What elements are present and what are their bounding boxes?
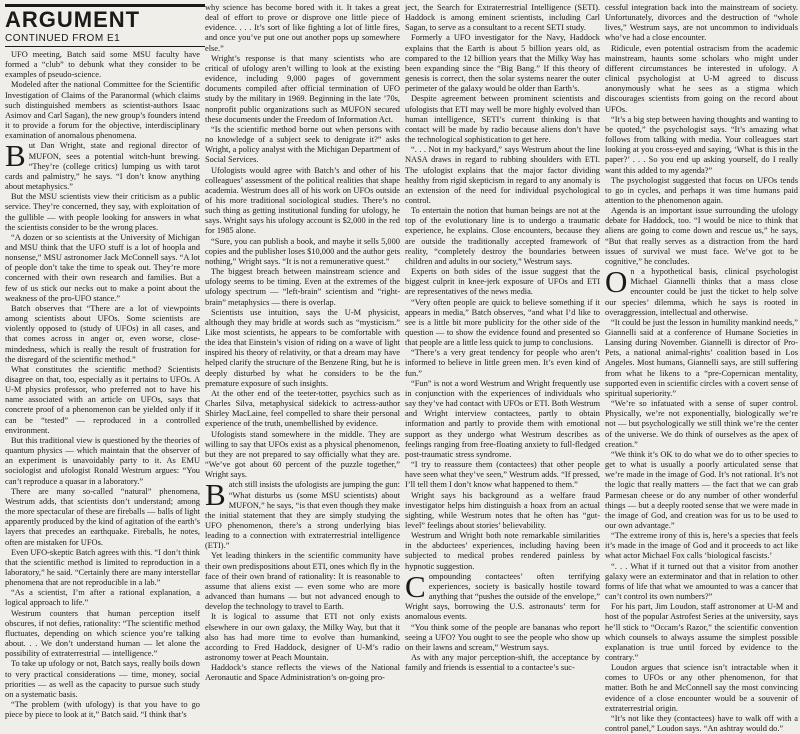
article-paragraph	[205, 612, 400, 663]
article-paragraph	[205, 663, 400, 683]
paragraph-text: It is logical to assume that ETI not only exists elsewhere in our own galaxy, the Milky Way, but that it also has had more time to evolve than humankind, according to Fred Haddock, designer of U-M’s radio astronomy tower at Peach Mountain.	[205, 612, 400, 662]
article-paragraph	[5, 609, 200, 660]
paragraph-text: Despite agreement between prominent scientists and ufologists that ETI may well be more highly evolved than human intelligence, SETI’s current thinking is that contact will be made by radio because aliens don’t have the technological sophistication to get here.	[405, 94, 600, 145]
article-column-3	[405, 3, 600, 698]
paragraph-text: The biggest breach between mainstream science and ufology seems to be timing. Even at the extremes of the ufology spectrum — “left-brain” scientism and “right-brain” metaphysics — there is overlap.	[205, 267, 400, 307]
article-paragraph	[605, 318, 798, 399]
paragraph-text: Wright’s response is that many scientists who are critical of ufology aren’t willing to look at the existing evidence, including 9,000 pages of government documents compiled after official termination of UFO study by the military in 1969. Beginning in the late ’70s, nonprofit public organizations such as MUFON secured these documents under the Freedom of Information Act.	[205, 53, 400, 124]
article-paragraph	[405, 460, 600, 490]
article-paragraph	[605, 115, 798, 176]
article-paragraph	[405, 348, 600, 378]
article-paragraph	[405, 531, 600, 572]
paragraph-text: Scientists use intuition, says the U-M physicist, although they may bridle at words such as “mysticism.” Like most scientists, he appears to be comfortable with the idea that Einstein’s vision of riding on a wave of light inspired his theory of relativity, or that a dream may have helped clarify the structure of the Benzene Ring, but he is deeply disturbed by what he considers to be the premature exposure of such insights.	[205, 307, 400, 388]
article-paragraph	[205, 125, 400, 166]
article-paragraph	[5, 548, 200, 589]
paragraph-text: UFO meeting, Batch said some MSU faculty have formed a “club” to debunk what they consider to be examples of pseudo-science.	[5, 50, 200, 80]
article-paragraph	[605, 44, 798, 115]
article-paragraph	[5, 588, 200, 608]
article-paragraph	[405, 145, 600, 206]
drop-cap-initial: B	[205, 477, 226, 513]
paragraph-text: “It’s not like they (contactees) have to walk off with a control panel,” Loudon says. “An ashtray would do.”	[605, 713, 798, 734]
paragraph-text: Experts on both sides of the issue suggest that the biggest culprit in knee-jerk exposure of UFOs and ETI are representatives of the news media.	[405, 267, 600, 297]
paragraph-text: ompounding contactees’ often terrifying experiences, society is basically hostile toward anything that “pushes the outside of the envelope,” Wright says, borrowing the U.S. astronauts’ term for anomalous events.	[405, 571, 600, 622]
article-paragraph	[405, 491, 600, 532]
article-column-1	[5, 50, 200, 720]
article-paragraph	[605, 206, 798, 267]
article-paragraph	[205, 54, 400, 125]
paragraph-text: Haddock’s stance reflects the views of the National Aeronautic and Space Administration’s on-going pro-	[205, 663, 400, 683]
article-paragraph	[605, 602, 798, 663]
paragraph-text: Yet leading thinkers in the scientific community have their own predispositions about ETI, ones which fly in the face of their own brand of rationality: It is reasonable to assume that aliens exist — even some who are more advanced than humans — but not advanced enough to develop the technology to travel to Earth.	[205, 551, 400, 612]
article-column-2	[205, 3, 400, 698]
article-paragraph	[205, 308, 400, 389]
article-paragraph	[405, 206, 600, 267]
article-paragraph	[605, 531, 798, 561]
article-paragraph	[5, 233, 200, 304]
drop-cap-initial: B	[5, 138, 26, 174]
header-bottom-rule	[5, 46, 205, 47]
paragraph-text: As with any major perception-shift, the acceptance by family and friends is essential to a contactee’s suc-	[405, 653, 600, 673]
paragraph-text: Ridicule, even potential ostracism from the academic mainstream, haunts some scholars who might under different circumstances be interested in ufology. A clinical psychologist at U-M agreed to discuss anonymously what he sees as a stigma which discourages scientists from going on the record about UFOs.	[605, 43, 798, 114]
paragraph-text: “It’s a big step between having thoughts and wanting to be quoted,” the psychologist says. “It’s amazing what follows from talking with media. Your colleagues start looking at you cross-eyed and saying, ‘What is this in the paper?’ . . . So you end up asking yourself, do I really want this added to my agenda?”	[605, 114, 798, 175]
article-paragraph	[205, 430, 400, 481]
paragraph-text: To entertain the notion that human beings are not at the top of the evolutionary line is to undergo a traumatic experience, he explains. Close encounters, because they are outside the traditionally accepted framework of reality, “completely destroy the boundaries between children and adults in our society,” Westrum says.	[405, 206, 600, 266]
paragraph-text: “I try to reassure them (contactees) that other people have seen what they’ve seen,” Westrum adds. “If pressed, I’ll tell them I don’t know what happened to them.”	[405, 460, 600, 490]
paragraph-text: Formerly a UFO investigator for the Navy, Haddock explains that the Earth is about 5 billion years old, as compared to the 12 billion years that the Milky Way has been expanding since the “Big Bang.” If this theory of genesis is correct, then the solar systems nearer the outer perimeter of the galaxy would be older than Earth’s.	[405, 33, 600, 94]
paragraph-text: Loudon argues that science isn’t intractable when it comes to UFOs or any other phenomenon, for that matter. Both he and McConnell say the most convincing evidence of a close encounter would be a souvenir of extraterrestrial origin.	[605, 663, 798, 713]
article-paragraph	[605, 264, 798, 318]
paragraph-text: “We’re so infatuated with a sense of super control. Physically, we’re not exponentially, biologically we’re not — but psychologically we still think we’re the center of the universe. We do think of ourselves as the apex of creation.”	[605, 399, 798, 449]
paragraph-text: Agenda is an important issue surrounding the ufology debate for Haddock, too. “I would be nice to think that aliens are going to come down and rescue us,” he says, “But that really serves as a distraction from the hard issues of survival we must face. We’ve got to be cognitive,” he concludes.	[605, 206, 798, 266]
article-column-4	[605, 3, 798, 734]
paragraph-text: What constitutes the scientific method? Scientists disagree on that, too, especially as it pertains to UFOs. A U-M physics professor, who preferred not to have his name associated with an article on UFOs, says that concrete proof of a phenomenon can be yielded only if it can be “tested” — reproduced in a controlled environment.	[5, 364, 200, 435]
article-paragraph	[605, 450, 798, 531]
paragraph-text: Ufologists stand somewhere in the middle. They are willing to say that UFOs exist as a physical phenomenon, but they are not prepared to say officially what they are. “We’ve got about 60 percent of the puzzle together,” Wright says.	[205, 429, 400, 480]
paragraph-text: At the other end of the teeter-totter, psychics such as Charles Silva, metaphysical sidekick to actress-author Shirley MacLaine, feel compelled to share their personal experience of the truth, unembellished by evidence.	[205, 388, 400, 429]
paragraph-text: “. . . What if it turned out that a visitor from another galaxy were an exterminator and that in relation to other forms of life that what we amounted to was a cancer that can’t control its own numbers?”	[605, 561, 798, 602]
article-paragraph	[405, 3, 600, 33]
paragraph-text: There are many so-called “natural” phenomena, Westrum adds, that scientists don’t understand; among the more spectacular of these are fireballs — balls of light apparently produced by the kind of agitation of the earth’s layers that precedes an earthquake. Fireballs, he notes, often are mistaken for UFOs.	[5, 486, 200, 547]
paragraph-text: ut Dan Wright, state and regional director of MUFON, sees a potential witch-hunt brewing. “They’re (college critics) lumping us with tarot cards and palmistry,” he says. “I don’t know anything about metaphysics.”	[5, 141, 200, 192]
article-paragraph	[205, 551, 400, 612]
paragraph-text: why science has become bored with it. It takes a great deal of effort to prove or disprove one little piece of evidence. . . . It’s sort of like fighting a lot of little fires, and once you’ve put one out another pops up somewhere else.”	[205, 3, 400, 53]
article-paragraph	[5, 304, 200, 365]
article-paragraph	[405, 379, 600, 460]
paragraph-text: ject, the Search for Extraterrestrial Intelligence (SETI). Haddock is among eminent scientists, including Carl Sagan, to serve as a consultant to a recent SETI study.	[405, 3, 600, 33]
paragraph-text: Wright says his background as a welfare fraud investigator helps him distinguish a hoax from an actual sighting, while Westrum notes that he often has “gut-level” feelings about stories’ believability.	[405, 490, 600, 530]
paragraph-text: Even UFO-skeptic Batch agrees with this. “I don’t think that the scientific method is limited to reproduction in a laboratory,” he said. “Certainly there are many interstellar phenomena that are not reproducible in a lab.”	[5, 547, 200, 588]
article-paragraph	[605, 663, 798, 714]
paragraph-text: “The extreme irony of this is, here’s a species that feels it’s made in the image of God and it proceeds to act like what actor Michael Fox calls ‘biological fascists.’	[605, 531, 798, 561]
article-paragraph	[5, 659, 200, 700]
paragraph-text: cessful integration back into the mainstream of society. Unfortunately, divorces and the destruction of “whole lives,” Westrum says, are not uncommon to individuals who’ve had a close encounter.	[605, 3, 798, 43]
article-paragraph	[205, 3, 400, 54]
article-paragraph	[605, 562, 798, 603]
article-paragraph	[405, 623, 600, 653]
paragraph-text: Ufologists would agree with Batch’s and other of his colleagues’ assessment of the political realities that shape academia. Westrum does all of his work on UFOs outside of his more traditional sociological studies. There’s no such thing as getting institutional funding for ufology, he says. Wright says his ufology account is $2,000 in the red for 1985 alone.	[205, 165, 400, 236]
article-paragraph	[5, 365, 200, 436]
article-paragraph	[605, 714, 798, 734]
article-paragraph	[205, 237, 400, 267]
article-paragraph	[5, 700, 200, 720]
article-paragraph	[405, 33, 600, 94]
paragraph-text: “It could be just the lesson in humility mankind needs,” Giannelli said at a conference of Humane Societies in Lansing during November. Giannelli is director of Pro-Pets, a national animal-rights’ coalition based in Los Angeles. Most humans, Giannelli says, are still suffering from what he likens to a “pre-Copernican mentality, supported even in scientific circles with a covert sense of spiritual superiority.”	[605, 317, 798, 398]
article-paragraph	[5, 487, 200, 548]
paragraph-text: To take up ufology or not, Batch says, really boils down to very practical considerations — time, money, social priorities — as well as the capacity to pursue such study on a systematic basis.	[5, 659, 200, 699]
paragraph-text: “The problem (with ufology) is that you have to go piece by piece to look at it,” Batch said. “I think that’s	[5, 700, 200, 720]
article-paragraph	[605, 176, 798, 206]
paragraph-text: But the MSU scientists view their criticism as a public service. They’re concerned, they say, with exploitation of the gullible — with people looking for answers in what the scientists consider to be the wrong places.	[5, 192, 200, 232]
article-paragraph	[405, 94, 600, 145]
article-paragraph	[5, 80, 200, 141]
article-paragraph	[5, 192, 200, 233]
article-paragraph	[205, 389, 400, 430]
paragraph-text: Modeled after the national Committee for the Scientific Investigation of Claims of the Paranormal (which claims such distinguished members as scientist-authors Isaac Asimov and Carl Sagan), the new group’s founders intend it to provide a forum for the objective, interdisciplinary examination of anomalous phenomena.	[5, 80, 200, 141]
article-paragraph	[5, 50, 200, 80]
paragraph-text: “We think it’s OK to do what we do to other species to get to what is usually a poorly articulated sense that we’re made in the image of God. It’s not rational. It’s not the logic that really matters — the fact that we can grab Parmesan cheese or do any number of other wonderful things — but a deeply rooted sense that we were made in the image of God, and creation was for us to be used to our own advantage.”	[605, 449, 798, 530]
paragraph-text: atch still insists the ufologists are jumping the gun: “What disturbs us (some MSU scientists) about MUFON,” he says, “is that even though they make the initial statement that they are simply studying the UFO phenomenon, there’s a strong underlying bias leading to a connection with extraterrestrial intelligence (ETI).”	[205, 480, 400, 551]
article-paragraph	[405, 568, 600, 623]
paragraph-text: “There’s a very great tendency for people who aren’t informed to believe in little green men. It’s even kind of fun.”	[405, 348, 600, 378]
article-paragraph	[605, 399, 798, 450]
article-paragraph	[205, 477, 400, 551]
paragraph-text: But this traditional view is questioned by the theories of quantum physics — which maintain that the observer of an experiment is unavoidably party to it. As EMU sociologist and ufologist Ronald Westrum argues: “You can’t reproduce a quasar in a laboratory.”	[5, 435, 200, 486]
paragraph-text: “Fun” is not a word Westrum and Wright frequently use in conjunction with the experiences of individuals who say they’ve had contact with UFOs or ETI. Both Westrum and Wright interview contactees, partly to obtain information and partly to provide them with emotional support as they undergo what Westrum describes as feelings ranging from free-floating anxiety to full-fledged post-traumatic stress syndrome.	[405, 378, 600, 459]
article-paragraph	[405, 298, 600, 349]
article-paragraph	[405, 653, 600, 673]
paragraph-text: “Very often people are quick to believe something if it appears in media,” Batch observes, “and what I’d like to see is a little bit more publicity for the other side of the question — to show the evidence found and presented so that people are a little less quick to jump to conclusions.	[405, 297, 600, 348]
paragraph-text: “You think some of the people are bananas who report seeing a UFO? You ought to see the people who show up on their lawns and scream,” Westrum says.	[405, 622, 600, 652]
continued-from-label: CONTINUED FROM E1	[5, 33, 121, 44]
drop-cap-initial: O	[605, 264, 628, 300]
paragraph-text: The psychologist suggested that focus on UFOs tends to go in cycles, and perhaps it was time humans paid attention to the phenomenon again.	[605, 175, 798, 205]
paragraph-text: n a hypothetical basis, clinical psychologist Michael Giannelli thinks that a mass close encounter could be just the ticket to help solve our species’ dilemma, which he says is rooted in overaggression, intellectual and otherwise.	[605, 267, 798, 317]
paragraph-text: For his part, Jim Loudon, staff astronomer at U-M and host of the popular Astrofest Series at the university, says he’ll stick to “Occam’s Razor,” the scientific convention which counsels to always assume the simplest possible explanation is true until forced by evidence to the contrary.”	[605, 602, 798, 662]
paragraph-text: “. . . Not in my backyard,” says Westrum about the line NASA draws in regard to rubbing shoulders with ETI. The ufologist explains that the major factor dividing healthy from rigid skepticism in regard to any anomaly is an extension of the need for individual psychological control.	[405, 145, 600, 205]
paragraph-text: “Is the scientific method borne out when persons with no knowledge of a subject seek to denigrate it?” asks Wright, a policy analyst with the Michigan Department of Social Services.	[205, 124, 400, 165]
article-paragraph	[205, 166, 400, 237]
paragraph-text: Westrum and Wright both note remarkable similarities in the abductees’ experiences, including having been subjected to medical probes rendered painless by hypnotic suggestion.	[405, 531, 600, 571]
article-paragraph	[605, 3, 798, 44]
paragraph-text: Batch observes that “There are a lot of viewpoints among scientists about UFOs. Some scientists are violently opposed to (study of UFOs) in all cases, and that comes across in anger or, even worse, close-mindedness, which is really the result of frustration for the disregard of the scientific method.”	[5, 303, 200, 364]
drop-cap-initial: C	[405, 568, 426, 604]
paragraph-text: “As a scientist, I’m after a rational explanation, a logical approach to life.”	[5, 588, 200, 608]
paragraph-text: Westrum counters that human perception itself obscures, if not defies, rationality: “The scientific method fluctuates, depending on which science you’re talking about. . . We don’t understand human — let alone the possibility of extraterrestrial — intelligence.”	[5, 608, 200, 659]
article-paragraph	[5, 138, 200, 192]
article-paragraph	[205, 267, 400, 308]
section-headline: ARGUMENT	[5, 7, 141, 32]
paragraph-text: “Sure, you can publish a book, and maybe it sells 5,000 copies and the publisher loses $10,000 and the author gets nothing,” Wright says. “It is not a remunerative quest.”	[205, 236, 400, 266]
article-paragraph	[5, 436, 200, 487]
article-paragraph	[405, 267, 600, 297]
paragraph-text: “A dozen or so scientists at the University of Michigan and MSU think that the UFO stuff is a lot of hoopla and nonsense,” MSU astronomer Jack McConnell says. “A lot of people don’t take the time to speak out. They’re more concerned with their own research and families. But a few of us stick our necks out to make a point about the weakness of the pro-UFO stance.”	[5, 232, 200, 303]
